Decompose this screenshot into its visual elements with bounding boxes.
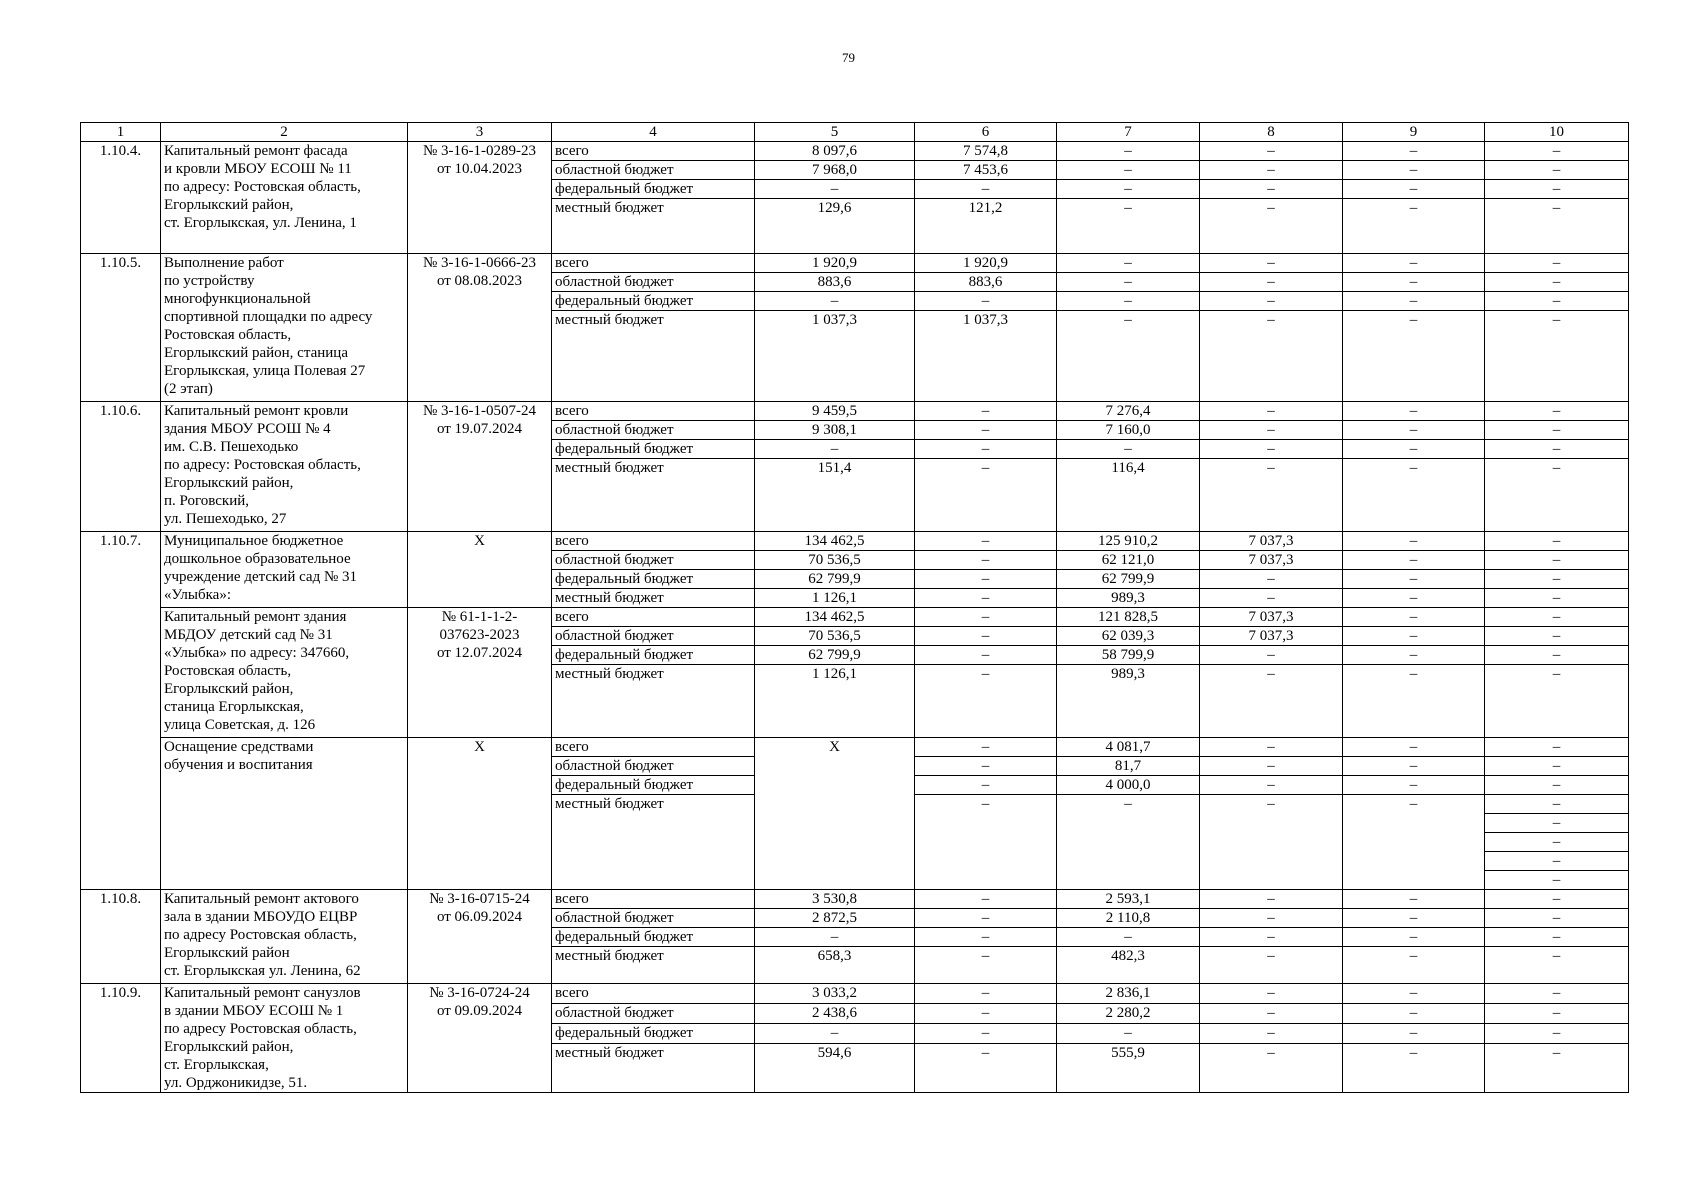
value-col-10: – bbox=[1485, 142, 1629, 161]
funding-source: местный бюджет bbox=[552, 947, 755, 984]
funding-source: местный бюджет bbox=[552, 665, 755, 738]
value-col-6: – bbox=[915, 757, 1057, 776]
value-col-10: – bbox=[1485, 570, 1629, 589]
value-col-6: – bbox=[915, 1044, 1057, 1093]
value-col-10: – bbox=[1485, 180, 1629, 199]
value-col-5: 9 459,5 bbox=[755, 402, 915, 421]
table-row bbox=[81, 402, 1629, 421]
value-col-10: – bbox=[1485, 292, 1629, 311]
value-col-5: 7 968,0 bbox=[755, 161, 915, 180]
row-number: 1.10.6. bbox=[81, 402, 161, 532]
value-col-9: – bbox=[1343, 292, 1485, 311]
value-col-9: – bbox=[1343, 421, 1485, 440]
value-col-7: – bbox=[1057, 254, 1200, 273]
object-name: Капитальный ремонт санузлов в здании МБОУ ЕСОШ № 1 по адресу Ростовская область, Егорлыкский район, ст. Егорлыкская, ул. Орджоникидзе, 51. bbox=[161, 984, 408, 1093]
value-col-8: – bbox=[1200, 402, 1343, 421]
header-cell: 10 bbox=[1485, 123, 1629, 142]
value-col-6: – bbox=[915, 928, 1057, 947]
value-col-10: – bbox=[1485, 627, 1629, 646]
header-cell: 6 bbox=[915, 123, 1057, 142]
value-col-8: – bbox=[1200, 311, 1343, 402]
value-col-5: 1 126,1 bbox=[755, 589, 915, 608]
document-number: X bbox=[408, 532, 552, 608]
funding-source: областной бюджет bbox=[552, 273, 755, 292]
value-col-5: 70 536,5 bbox=[755, 551, 915, 570]
value-col-7: 121 828,5 bbox=[1057, 608, 1200, 627]
value-col-6: – bbox=[915, 459, 1057, 532]
funding-source: местный бюджет bbox=[552, 589, 755, 608]
funding-source: областной бюджет bbox=[552, 551, 755, 570]
value-col-5: 1 920,9 bbox=[755, 254, 915, 273]
value-col-9: – bbox=[1343, 311, 1485, 402]
value-col-5: – bbox=[755, 440, 915, 459]
document-number: № 3-16-1-0666-23 от 08.08.2023 bbox=[408, 254, 552, 402]
value-col-6: – bbox=[915, 589, 1057, 608]
value-col-5: 3 033,2 bbox=[755, 984, 915, 1004]
row-number: 1.10.8. bbox=[81, 890, 161, 984]
value-col-9: – bbox=[1343, 984, 1485, 1004]
value-col-10: – bbox=[1485, 311, 1629, 402]
value-col-6: – bbox=[915, 532, 1057, 551]
value-col-5: – bbox=[755, 180, 915, 199]
header-cell: 4 bbox=[552, 123, 755, 142]
value-col-8: – bbox=[1200, 273, 1343, 292]
value-col-7: 62 799,9 bbox=[1057, 570, 1200, 589]
table-row bbox=[81, 254, 1629, 273]
object-name: Оснащение средствами обучения и воспитания bbox=[161, 738, 408, 890]
value-col-7: 555,9 bbox=[1057, 1044, 1200, 1093]
value-col-9: – bbox=[1343, 1004, 1485, 1024]
value-col-7: 62 039,3 bbox=[1057, 627, 1200, 646]
value-col-7: 4 000,0 bbox=[1057, 776, 1200, 795]
funding-source: всего bbox=[552, 142, 755, 161]
value-col-10: – bbox=[1485, 984, 1629, 1004]
col-10-dash: – bbox=[1485, 852, 1628, 871]
col-10-dash: – bbox=[1552, 872, 1561, 888]
document-number: № 61-1-1-2- 037623-2023 от 12.07.2024 bbox=[408, 608, 552, 738]
header-cell: 8 bbox=[1200, 123, 1343, 142]
value-col-10: – bbox=[1485, 402, 1629, 421]
funding-source: областной бюджет bbox=[552, 909, 755, 928]
funding-source: местный бюджет bbox=[552, 795, 755, 890]
value-col-8: – bbox=[1200, 1004, 1343, 1024]
value-col-5: 9 308,1 bbox=[755, 421, 915, 440]
value-col-9: – bbox=[1343, 646, 1485, 665]
value-col-8: – bbox=[1200, 909, 1343, 928]
value-col-10: – bbox=[1485, 589, 1629, 608]
value-col-5: 134 462,5 bbox=[755, 532, 915, 551]
value-col-7: 482,3 bbox=[1057, 947, 1200, 984]
funding-source: федеральный бюджет bbox=[552, 440, 755, 459]
value-col-10: – bbox=[1485, 254, 1629, 273]
value-col-6: – bbox=[915, 608, 1057, 627]
value-col-8: – bbox=[1200, 757, 1343, 776]
value-col-7: 125 910,2 bbox=[1057, 532, 1200, 551]
value-col-6: 7 574,8 bbox=[915, 142, 1057, 161]
funding-source: всего bbox=[552, 608, 755, 627]
value-col-10: – bbox=[1485, 1024, 1629, 1044]
value-col-6: – bbox=[915, 890, 1057, 909]
value-col-6: 121,2 bbox=[915, 199, 1057, 254]
value-col-6: – bbox=[915, 292, 1057, 311]
value-col-8: – bbox=[1200, 1044, 1343, 1093]
value-col-5: – bbox=[755, 292, 915, 311]
value-col-9: – bbox=[1343, 1024, 1485, 1044]
funding-source: федеральный бюджет bbox=[552, 292, 755, 311]
value-col-9: – bbox=[1343, 273, 1485, 292]
value-col-10: – bbox=[1485, 890, 1629, 909]
funding-source: областной бюджет bbox=[552, 421, 755, 440]
value-col-6: 1 920,9 bbox=[915, 254, 1057, 273]
value-col-7: 2 110,8 bbox=[1057, 909, 1200, 928]
value-col-8: – bbox=[1200, 199, 1343, 254]
value-col-6: – bbox=[915, 402, 1057, 421]
value-col-10: – bbox=[1485, 947, 1629, 984]
funding-source: местный бюджет bbox=[552, 459, 755, 532]
funding-source: областной бюджет bbox=[552, 161, 755, 180]
funding-source: всего bbox=[552, 532, 755, 551]
funding-source: областной бюджет bbox=[552, 1004, 755, 1024]
funding-source: федеральный бюджет bbox=[552, 180, 755, 199]
value-col-7: 58 799,9 bbox=[1057, 646, 1200, 665]
header-cell: 3 bbox=[408, 123, 552, 142]
table-row bbox=[81, 738, 1629, 757]
value-col-6: – bbox=[915, 180, 1057, 199]
value-col-8: – bbox=[1200, 292, 1343, 311]
value-col-10: – bbox=[1485, 646, 1629, 665]
funding-source: федеральный бюджет bbox=[552, 646, 755, 665]
value-col-9: – bbox=[1343, 928, 1485, 947]
value-col-8: – bbox=[1200, 795, 1343, 890]
value-col-6: 7 453,6 bbox=[915, 161, 1057, 180]
value-col-7: – bbox=[1057, 795, 1200, 890]
value-col-6: 1 037,3 bbox=[915, 311, 1057, 402]
value-col-5: 62 799,9 bbox=[755, 570, 915, 589]
value-col-9: – bbox=[1343, 947, 1485, 984]
value-col-9: – bbox=[1343, 142, 1485, 161]
value-col-10: – bbox=[1485, 440, 1629, 459]
value-col-10: – bbox=[1485, 459, 1629, 532]
value-col-9: – bbox=[1343, 589, 1485, 608]
value-col-10: – bbox=[1485, 757, 1629, 776]
value-col-5: 134 462,5 bbox=[755, 608, 915, 627]
value-col-7: 62 121,0 bbox=[1057, 551, 1200, 570]
object-name: Выполнение работ по устройству многофункциональной спортивной площадки по адресу Ростовская область, Егорлыкский район, станица Егорлыкская, улица Полевая 27 (2 этап) bbox=[161, 254, 408, 402]
value-col-6: – bbox=[915, 947, 1057, 984]
col-10-dash: – bbox=[1485, 833, 1628, 852]
value-col-5: X bbox=[755, 738, 915, 890]
budget-table bbox=[80, 122, 1629, 1093]
value-col-6: – bbox=[915, 738, 1057, 757]
value-col-10-stack bbox=[1485, 795, 1629, 890]
value-col-9: – bbox=[1343, 199, 1485, 254]
value-col-5: 3 530,8 bbox=[755, 890, 915, 909]
value-col-10: – bbox=[1485, 928, 1629, 947]
value-col-9: – bbox=[1343, 1044, 1485, 1093]
header-row bbox=[81, 123, 1629, 142]
value-col-6: 883,6 bbox=[915, 273, 1057, 292]
value-col-9: – bbox=[1343, 665, 1485, 738]
funding-source: федеральный бюджет bbox=[552, 776, 755, 795]
funding-source: всего bbox=[552, 984, 755, 1004]
funding-source: федеральный бюджет bbox=[552, 928, 755, 947]
value-col-8: – bbox=[1200, 570, 1343, 589]
document-number: № 3-16-0724-24 от 09.09.2024 bbox=[408, 984, 552, 1093]
value-col-8: – bbox=[1200, 440, 1343, 459]
funding-source: всего bbox=[552, 890, 755, 909]
funding-source: федеральный бюджет bbox=[552, 1024, 755, 1044]
value-col-5: – bbox=[755, 928, 915, 947]
value-col-6: – bbox=[915, 570, 1057, 589]
value-col-9: – bbox=[1343, 180, 1485, 199]
value-col-10: – bbox=[1485, 532, 1629, 551]
table-row bbox=[81, 532, 1629, 551]
value-col-10: – bbox=[1485, 161, 1629, 180]
value-col-8: – bbox=[1200, 180, 1343, 199]
value-col-8: – bbox=[1200, 459, 1343, 532]
object-name: Муниципальное бюджетное дошкольное образовательное учреждение детский сад № 31 «Улыбка»: bbox=[161, 532, 408, 608]
value-col-7: – bbox=[1057, 180, 1200, 199]
value-col-8: – bbox=[1200, 947, 1343, 984]
value-col-10: – bbox=[1485, 273, 1629, 292]
value-col-5: 129,6 bbox=[755, 199, 915, 254]
header-cell: 7 bbox=[1057, 123, 1200, 142]
value-col-7: 2 593,1 bbox=[1057, 890, 1200, 909]
funding-source: местный бюджет bbox=[552, 199, 755, 254]
value-col-8: – bbox=[1200, 984, 1343, 1004]
value-col-9: – bbox=[1343, 551, 1485, 570]
funding-source: местный бюджет bbox=[552, 311, 755, 402]
value-col-7: – bbox=[1057, 440, 1200, 459]
value-col-10: – bbox=[1485, 199, 1629, 254]
value-col-9: – bbox=[1343, 890, 1485, 909]
value-col-8: – bbox=[1200, 738, 1343, 757]
value-col-9: – bbox=[1343, 161, 1485, 180]
value-col-9: – bbox=[1343, 776, 1485, 795]
value-col-6: – bbox=[915, 1024, 1057, 1044]
col-10-dash: – bbox=[1485, 795, 1628, 814]
value-col-6: – bbox=[915, 665, 1057, 738]
row-number: 1.10.7. bbox=[81, 532, 161, 890]
value-col-8: – bbox=[1200, 254, 1343, 273]
value-col-5: 658,3 bbox=[755, 947, 915, 984]
funding-source: всего bbox=[552, 254, 755, 273]
value-col-5: 2 438,6 bbox=[755, 1004, 915, 1024]
value-col-8: 7 037,3 bbox=[1200, 532, 1343, 551]
value-col-7: 2 836,1 bbox=[1057, 984, 1200, 1004]
value-col-8: 7 037,3 bbox=[1200, 608, 1343, 627]
value-col-7: – bbox=[1057, 1024, 1200, 1044]
row-number: 1.10.5. bbox=[81, 254, 161, 402]
value-col-8: – bbox=[1200, 776, 1343, 795]
value-col-7: 7 160,0 bbox=[1057, 421, 1200, 440]
value-col-8: – bbox=[1200, 1024, 1343, 1044]
value-col-10: – bbox=[1485, 776, 1629, 795]
row-number: 1.10.9. bbox=[81, 984, 161, 1093]
document-number: № 3-16-0715-24 от 06.09.2024 bbox=[408, 890, 552, 984]
header-cell: 5 bbox=[755, 123, 915, 142]
value-col-10: – bbox=[1485, 1004, 1629, 1024]
value-col-7: 116,4 bbox=[1057, 459, 1200, 532]
value-col-8: 7 037,3 bbox=[1200, 551, 1343, 570]
funding-source: областной бюджет bbox=[552, 757, 755, 776]
value-col-9: – bbox=[1343, 459, 1485, 532]
page-number: 79 bbox=[842, 50, 855, 65]
header-cell: 2 bbox=[161, 123, 408, 142]
value-col-5: 883,6 bbox=[755, 273, 915, 292]
value-col-6: – bbox=[915, 984, 1057, 1004]
value-col-10: – bbox=[1485, 608, 1629, 627]
value-col-5: 70 536,5 bbox=[755, 627, 915, 646]
table-row bbox=[81, 608, 1629, 627]
value-col-9: – bbox=[1343, 909, 1485, 928]
value-col-7: – bbox=[1057, 161, 1200, 180]
value-col-5: 594,6 bbox=[755, 1044, 915, 1093]
value-col-6: – bbox=[915, 776, 1057, 795]
table-row bbox=[81, 142, 1629, 161]
document-number: X bbox=[408, 738, 552, 890]
value-col-5: 151,4 bbox=[755, 459, 915, 532]
value-col-8: – bbox=[1200, 142, 1343, 161]
value-col-7: 989,3 bbox=[1057, 589, 1200, 608]
value-col-9: – bbox=[1343, 757, 1485, 776]
value-col-5: 1 037,3 bbox=[755, 311, 915, 402]
col-10-dash: – bbox=[1485, 814, 1628, 833]
value-col-5: – bbox=[755, 1024, 915, 1044]
value-col-10: – bbox=[1485, 909, 1629, 928]
value-col-6: – bbox=[915, 795, 1057, 890]
value-col-6: – bbox=[915, 1004, 1057, 1024]
value-col-9: – bbox=[1343, 532, 1485, 551]
header-cell: 1 bbox=[81, 123, 161, 142]
header-cell: 9 bbox=[1343, 123, 1485, 142]
value-col-7: 2 280,2 bbox=[1057, 1004, 1200, 1024]
value-col-10: – bbox=[1485, 665, 1629, 738]
value-col-9: – bbox=[1343, 795, 1485, 890]
value-col-6: – bbox=[915, 551, 1057, 570]
value-col-7: 989,3 bbox=[1057, 665, 1200, 738]
value-col-8: – bbox=[1200, 665, 1343, 738]
value-col-9: – bbox=[1343, 570, 1485, 589]
value-col-8: – bbox=[1200, 890, 1343, 909]
value-col-6: – bbox=[915, 627, 1057, 646]
table-row bbox=[81, 984, 1629, 1004]
value-col-9: – bbox=[1343, 402, 1485, 421]
object-name: Капитальный ремонт фасада и кровли МБОУ ЕСОШ № 11 по адресу: Ростовская область, Егорлыкский район, ст. Егорлыкская, ул. Ленина, 1 bbox=[161, 142, 408, 254]
funding-source: всего bbox=[552, 402, 755, 421]
value-col-9: – bbox=[1343, 440, 1485, 459]
value-col-8: – bbox=[1200, 646, 1343, 665]
value-col-6: – bbox=[915, 421, 1057, 440]
value-col-9: – bbox=[1343, 254, 1485, 273]
value-col-7: – bbox=[1057, 311, 1200, 402]
value-col-5: 62 799,9 bbox=[755, 646, 915, 665]
value-col-5: 1 126,1 bbox=[755, 665, 915, 738]
row-number: 1.10.4. bbox=[81, 142, 161, 254]
value-col-6: – bbox=[915, 909, 1057, 928]
value-col-10: – bbox=[1485, 738, 1629, 757]
value-col-7: – bbox=[1057, 199, 1200, 254]
value-col-10: – bbox=[1485, 421, 1629, 440]
value-col-7: 7 276,4 bbox=[1057, 402, 1200, 421]
value-col-7: 81,7 bbox=[1057, 757, 1200, 776]
object-name: Капитальный ремонт здания МБДОУ детский сад № 31 «Улыбка» по адресу: 347660, Ростовская область, Егорлыкский район, станица Егорлыкская, улица Советская, д. 126 bbox=[161, 608, 408, 738]
value-col-9: – bbox=[1343, 627, 1485, 646]
document-number: № 3-16-1-0507-24 от 19.07.2024 bbox=[408, 402, 552, 532]
funding-source: всего bbox=[552, 738, 755, 757]
funding-source: федеральный бюджет bbox=[552, 570, 755, 589]
table-row bbox=[81, 890, 1629, 909]
value-col-9: – bbox=[1343, 608, 1485, 627]
value-col-5: 2 872,5 bbox=[755, 909, 915, 928]
value-col-6: – bbox=[915, 646, 1057, 665]
value-col-7: 4 081,7 bbox=[1057, 738, 1200, 757]
value-col-5: 8 097,6 bbox=[755, 142, 915, 161]
value-col-8: – bbox=[1200, 589, 1343, 608]
value-col-9: – bbox=[1343, 738, 1485, 757]
value-col-7: – bbox=[1057, 292, 1200, 311]
funding-source: местный бюджет bbox=[552, 1044, 755, 1093]
value-col-8: – bbox=[1200, 421, 1343, 440]
value-col-8: – bbox=[1200, 928, 1343, 947]
value-col-10: – bbox=[1485, 1044, 1629, 1093]
funding-source: областной бюджет bbox=[552, 627, 755, 646]
object-name: Капитальный ремонт актового зала в здании МБОУДО ЕЦВР по адресу Ростовская область, Егорлыкский район ст. Егорлыкская ул. Ленина, 62 bbox=[161, 890, 408, 984]
value-col-8: 7 037,3 bbox=[1200, 627, 1343, 646]
object-name: Капитальный ремонт кровли здания МБОУ РСОШ № 4 им. С.В. Пешеходько по адресу: Ростовская область, Егорлыкский район, п. Роговский, ул. Пешеходько, 27 bbox=[161, 402, 408, 532]
document-number: № 3-16-1-0289-23 от 10.04.2023 bbox=[408, 142, 552, 254]
value-col-7: – bbox=[1057, 928, 1200, 947]
value-col-10: – bbox=[1485, 551, 1629, 570]
value-col-8: – bbox=[1200, 161, 1343, 180]
value-col-7: – bbox=[1057, 273, 1200, 292]
value-col-7: – bbox=[1057, 142, 1200, 161]
value-col-6: – bbox=[915, 440, 1057, 459]
